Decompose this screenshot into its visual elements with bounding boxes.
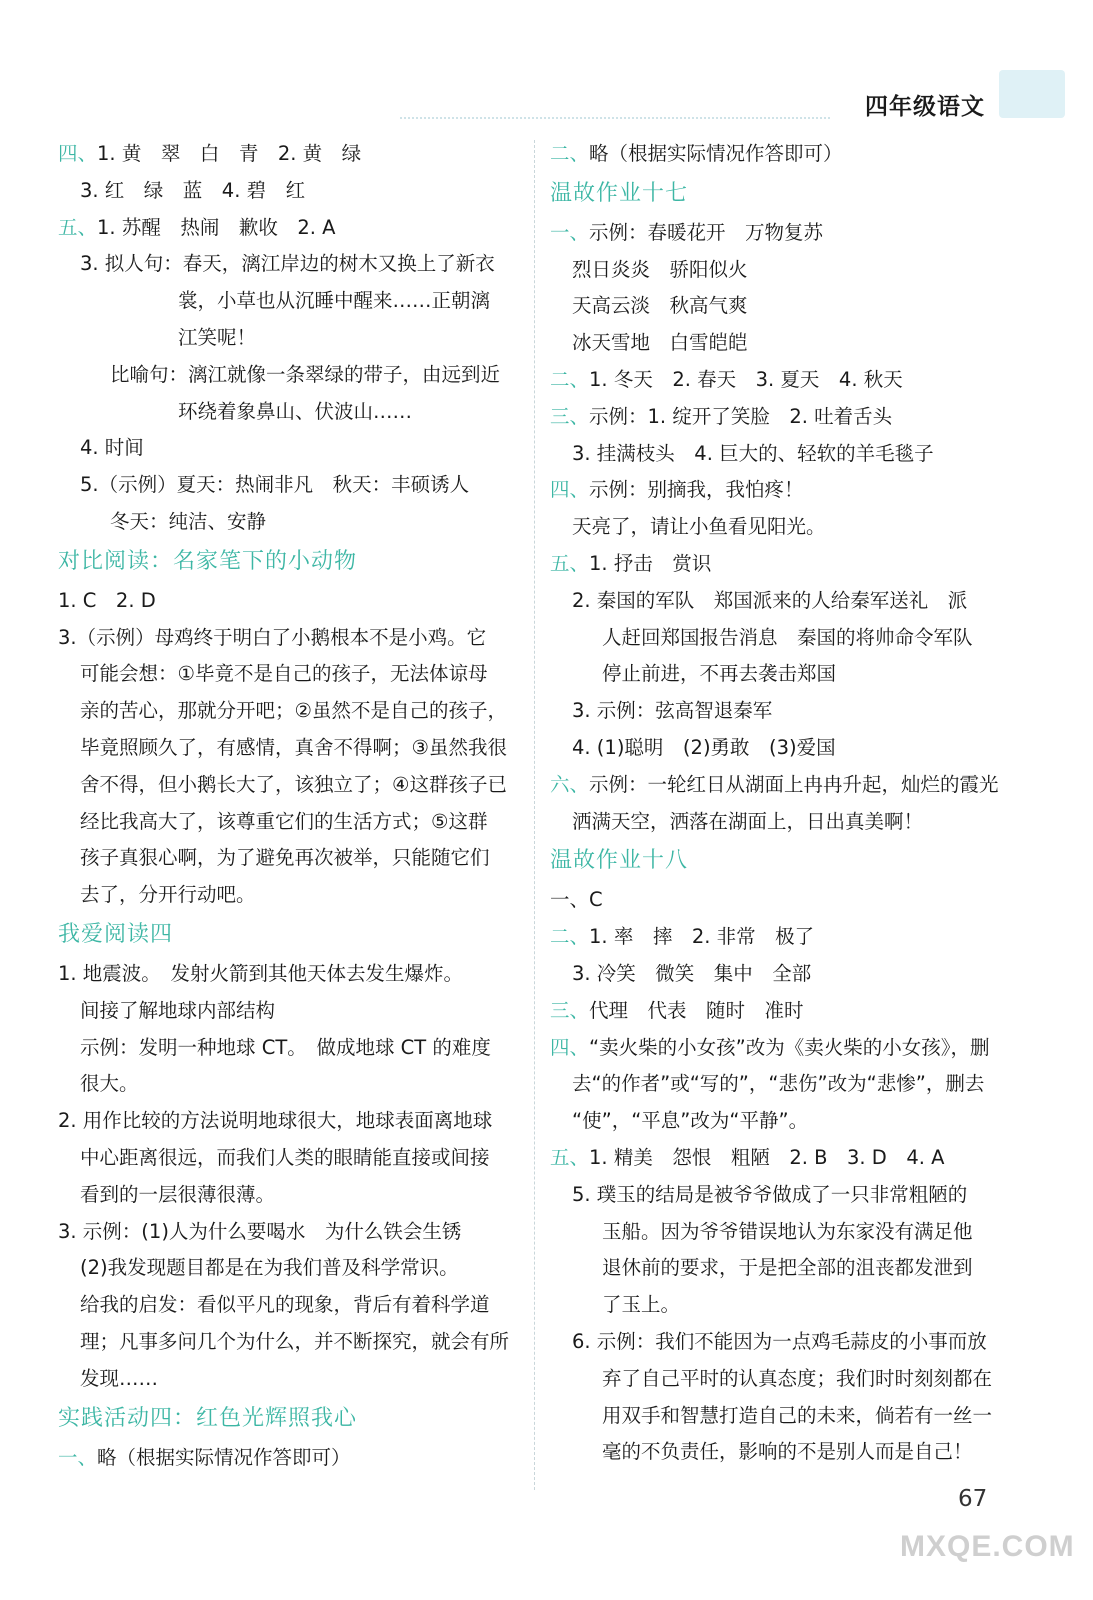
section-heading: 温故作业十八	[550, 848, 689, 874]
answer-text: 弃了自己平时的认真态度；我们时时刻刻都在	[602, 1366, 993, 1390]
question-number: 四、	[550, 1035, 590, 1059]
answer-line	[550, 252, 1010, 289]
answer-text: “使”，“平息”改为“平静”。	[572, 1109, 809, 1133]
left-column	[58, 136, 516, 1476]
answer-line	[550, 693, 1010, 730]
answer-line	[550, 1177, 1010, 1214]
answer-line	[58, 1361, 516, 1398]
answer-line	[58, 1287, 516, 1324]
answer-text: 冰天雪地 白雪皑皑	[572, 331, 748, 355]
answer-text: 毕竟照顾久了，有感情，真舍不得啊；③虽然我很	[80, 735, 507, 759]
answer-text: 看到的一层很薄很薄。	[80, 1182, 276, 1206]
answer-line	[550, 546, 1010, 583]
answer-text: 理；凡事多问几个为什么，并不断探究，就会有所	[80, 1329, 510, 1353]
answer-text: 退休前的要求，于是把全部的沮丧都发泄到	[602, 1256, 973, 1280]
answer-text: 示例：一轮红日从湖面上冉冉升起，灿烂的霞光	[589, 772, 999, 796]
answer-line	[550, 399, 1010, 436]
answer-line	[58, 210, 516, 247]
answer-text: 舍不得，但小鹅长大了，该独立了；④这群孩子已	[80, 772, 507, 796]
answer-text: 3.（示例）母鸡终于明白了小鹅根本不是小鸡。它	[58, 625, 487, 649]
section-heading: 温故作业十七	[550, 180, 689, 206]
answer-text: 比喻句：漓江就像一条翠绿的带子，由远到近	[110, 362, 501, 386]
answer-text: 示例：春暖花开 万物复苏	[589, 220, 824, 244]
answer-line	[550, 1214, 1010, 1251]
answer-line	[58, 357, 516, 394]
answer-line	[550, 1361, 1010, 1398]
answer-text: 环绕着象鼻山、伏波山……	[178, 399, 413, 423]
answer-line	[550, 325, 1010, 362]
answer-text: 5.（示例）夏天：热闹非凡 秋天：丰硕诱人	[80, 473, 470, 497]
answer-line	[58, 1440, 516, 1477]
answer-line	[550, 362, 1010, 399]
answer-text: 可能会想：①毕竟不是自己的孩子，无法体谅母	[80, 662, 488, 686]
question-number: 五、	[550, 551, 590, 575]
right-column	[550, 136, 1010, 1471]
answer-line	[550, 1398, 1010, 1435]
watermark-logo: MXQE.COM	[900, 1530, 1075, 1563]
question-number: 一、	[550, 220, 590, 244]
answer-line	[550, 993, 1010, 1030]
answer-text: 用双手和智慧打造自己的未来，倘若有一丝一	[602, 1403, 993, 1427]
column-divider	[534, 140, 535, 1490]
answer-text: 略（根据实际情况作答即可）	[589, 142, 843, 165]
question-number: 五、	[58, 215, 98, 239]
question-number: 四、	[550, 478, 590, 502]
question-number: 五、	[550, 1145, 590, 1169]
answer-line	[550, 804, 1010, 841]
answer-line	[58, 1214, 516, 1251]
header-tab-decoration	[999, 70, 1065, 118]
answer-line	[550, 215, 1010, 252]
answer-text: 示例：别摘我，我怕疼！	[589, 478, 804, 502]
question-number: 二、	[550, 925, 590, 949]
answer-line	[58, 173, 516, 210]
answer-text: 4. (1)聪明 (2)勇敢 (3)爱国	[572, 735, 836, 759]
answer-text: 间接了解地球内部结构	[80, 998, 276, 1022]
answer-text: 3. 挂满枝头 4. 巨大的、轻软的羊毛毯子	[572, 441, 934, 465]
answer-text: 代理 代表 随时 准时	[589, 998, 804, 1022]
answer-line	[550, 436, 1010, 473]
answer-text: 裳，小草也从沉睡中醒来……正朝漓	[178, 289, 491, 313]
answer-text: 3. 冷笑 微笑 集中 全部	[572, 961, 812, 985]
answer-line	[58, 467, 516, 504]
answer-line	[550, 1030, 1010, 1067]
answer-line	[550, 1434, 1010, 1471]
answer-text: 1. 冬天 2. 春天 3. 夏天 4. 秋天	[589, 367, 903, 391]
answer-line	[550, 1103, 1010, 1140]
question-number: 一、	[58, 1445, 98, 1469]
section-heading: 实践活动四：红色光辉照我心	[58, 1405, 358, 1431]
answer-line	[58, 1103, 516, 1140]
answer-text: 1. 精美 怨恨 粗陋 2. B 3. D 4. A	[589, 1145, 945, 1169]
answer-line	[58, 1250, 516, 1287]
answer-line	[550, 136, 1010, 173]
answer-text: 中心距离很远，而我们人类的眼睛能直接或间接	[80, 1145, 490, 1169]
answer-line	[550, 956, 1010, 993]
answer-text: 停止前进，不再去袭击郑国	[602, 662, 837, 686]
answer-text: 烈日炎炎 骄阳似火	[572, 257, 748, 281]
answer-line	[58, 956, 516, 993]
answer-line	[58, 693, 516, 730]
page-header-title: 四年级语文	[865, 94, 985, 120]
answer-text: 很大。	[80, 1072, 139, 1096]
answer-line	[58, 1066, 516, 1103]
answer-line	[550, 1066, 1010, 1103]
answer-text: 3. 拟人句：春天，漓江岸边的树木又换上了新衣	[80, 252, 495, 276]
question-number: 六、	[550, 772, 590, 796]
answer-text: 去了，分开行动吧。	[80, 883, 256, 907]
answer-line	[550, 656, 1010, 693]
answer-text: 人赶回郑国报告消息 秦国的将帅命令军队	[602, 625, 973, 649]
answer-text: 经比我高大了，该尊重它们的生活方式；⑤这群	[80, 809, 488, 833]
answer-line	[58, 877, 516, 914]
question-number: 二、	[550, 142, 590, 165]
section-heading: 对比阅读：名家笔下的小动物	[58, 548, 358, 574]
answer-text: 洒满天空，洒落在湖面上，日出真美啊！	[572, 809, 924, 833]
answer-line	[550, 730, 1010, 767]
answer-line	[58, 1177, 516, 1214]
answer-text: 玉船。因为爷爷错误地认为东家没有满足他	[602, 1219, 973, 1243]
section-heading: 我爱阅读四	[58, 921, 174, 947]
answer-text: 亲的苦心，那就分开吧；②虽然不是自己的孩子，	[80, 699, 507, 723]
question-number: 四、	[58, 142, 98, 165]
answer-line	[550, 882, 1010, 919]
answer-line	[550, 509, 1010, 546]
answer-line	[58, 430, 516, 467]
answer-line	[550, 620, 1010, 657]
answer-text: 3. 示例：弦高智退秦军	[572, 699, 773, 723]
answer-text: 了玉上。	[602, 1293, 681, 1317]
answer-line	[58, 136, 516, 173]
header-divider	[400, 117, 830, 119]
answer-text: 略（根据实际情况作答即可）	[97, 1445, 351, 1469]
answer-text: 3. 示例：(1)人为什么要喝水 为什么铁会生锈	[58, 1219, 462, 1243]
answer-text: 示例：发明一种地球 CT。 做成地球 CT 的难度	[80, 1035, 491, 1059]
answer-line	[550, 472, 1010, 509]
answer-line	[58, 320, 516, 357]
answer-text: 一、C	[550, 888, 603, 912]
answer-text: 冬天：纯洁、安静	[110, 509, 267, 533]
answer-text: 1. 苏醒 热闹 歉收 2. A	[97, 215, 336, 239]
answer-text: 6. 示例：我们不能因为一点鸡毛蒜皮的小事而放	[572, 1329, 987, 1353]
answer-text: 示例：1. 绽开了笑脸 2. 吐着舌头	[589, 404, 893, 428]
answer-line	[58, 840, 516, 877]
answer-text: 3. 红 绿 蓝 4. 碧 红	[80, 178, 306, 202]
answer-line	[58, 620, 516, 657]
question-number: 三、	[550, 404, 590, 428]
answer-line	[550, 583, 1010, 620]
answer-text: “卖火柴的小女孩”改为《卖火柴的小女孩》，删	[589, 1035, 990, 1059]
answer-text: 1. 黄 翠 白 青 2. 黄 绿	[97, 142, 362, 165]
answer-text: 孩子真狠心啊，为了避免再次被举，只能随它们	[80, 846, 490, 870]
answer-line	[58, 1030, 516, 1067]
answer-line	[550, 1140, 1010, 1177]
answer-text: 给我的启发：看似平凡的现象，背后有着科学道	[80, 1293, 490, 1317]
answer-line	[58, 504, 516, 541]
answer-text: 天高云淡 秋高气爽	[572, 294, 748, 318]
page-number: 67	[958, 1486, 988, 1512]
answer-line	[550, 919, 1010, 956]
answer-line	[550, 1287, 1010, 1324]
answer-text: 1. 地震波。 发射火箭到其他天体去发生爆炸。	[58, 961, 464, 985]
answer-line	[58, 730, 516, 767]
answer-text: (2)我发现题目都是在为我们普及科学常识。	[80, 1256, 459, 1280]
answer-text: 去“的作者”或“写的”，“悲伤”改为“悲惨”，删去	[572, 1072, 985, 1096]
answer-text: 毫的不负责任，影响的不是别人而是自己！	[602, 1440, 973, 1464]
answer-line	[58, 283, 516, 320]
answer-line	[58, 804, 516, 841]
answer-text: 2. 秦国的军队 郑国派来的人给秦军送礼 派	[572, 588, 968, 612]
answer-line	[550, 1324, 1010, 1361]
answer-text: 4. 时间	[80, 436, 144, 460]
answer-text: 1. 抒击 赏识	[589, 551, 712, 575]
answer-line	[58, 1140, 516, 1177]
answer-text: 1. C 2. D	[58, 588, 156, 612]
answer-line	[58, 656, 516, 693]
answer-line	[58, 246, 516, 283]
answer-text: 5. 璞玉的结局是被爷爷做成了一只非常粗陋的	[572, 1182, 968, 1206]
answer-line	[58, 583, 516, 620]
answer-text: 1. 率 摔 2. 非常 极了	[589, 925, 815, 949]
answer-text: 江笑呢！	[178, 325, 257, 349]
question-number: 二、	[550, 367, 590, 391]
answer-text: 天亮了，请让小鱼看见阳光。	[572, 515, 826, 539]
answer-line	[550, 288, 1010, 325]
question-number: 三、	[550, 998, 590, 1022]
answer-line	[550, 767, 1010, 804]
answer-text: 发现……	[80, 1366, 159, 1390]
answer-text: 2. 用作比较的方法说明地球很大，地球表面离地球	[58, 1109, 493, 1133]
answer-line	[58, 394, 516, 431]
answer-line	[58, 767, 516, 804]
answer-line	[58, 1324, 516, 1361]
answer-line	[58, 993, 516, 1030]
answer-line	[550, 1250, 1010, 1287]
